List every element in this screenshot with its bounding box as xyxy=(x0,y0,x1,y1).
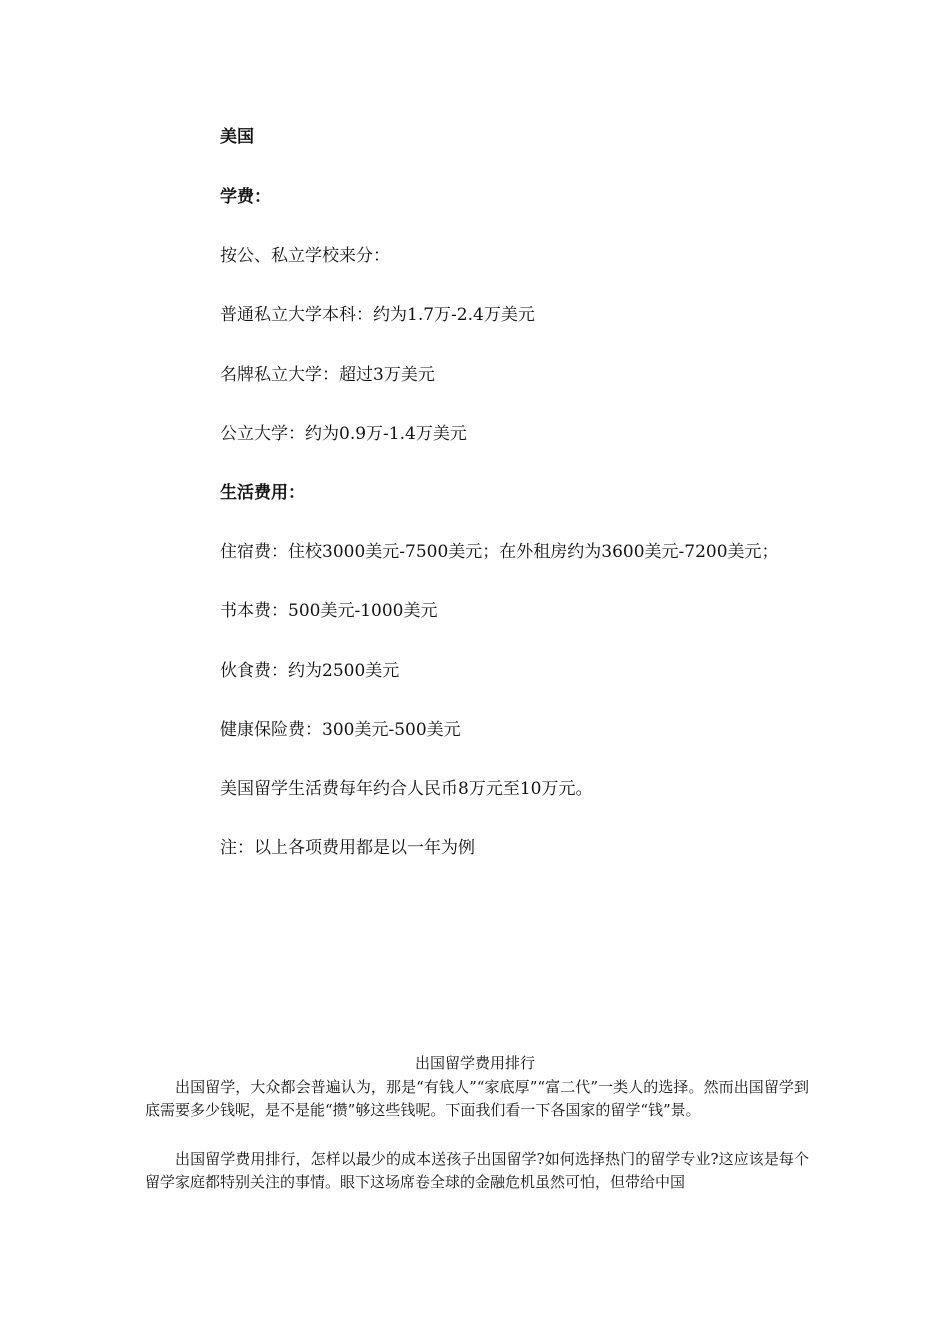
tuition-intro: 按公、私立学校来分： xyxy=(220,246,390,266)
tuition-item: 普通私立大学本科：约为1.7万-2.4万美元 xyxy=(220,305,535,325)
living-heading: 生活费用： xyxy=(220,483,305,503)
note-line: 注：以上各项费用都是以一年为例 xyxy=(220,838,475,858)
country-heading: 美国 xyxy=(220,127,254,147)
living-item: 伙食费：约为2500美元 xyxy=(220,661,400,681)
article-paragraph: 出国留学费用排行，怎样以最少的成本送孩子出国留学?如何选择热门的留学专业?这应该是每个留学家庭都特别关注的事情。眼下这场席卷全球的金融危机虽然可怕，但带给中国 xyxy=(145,1150,809,1191)
article-title: 出国留学费用排行 xyxy=(414,1054,535,1072)
tuition-item: 公立大学：约为0.9万-1.4万美元 xyxy=(220,424,467,444)
living-item: 书本费：500美元-1000美元 xyxy=(220,601,438,621)
living-item: 健康保险费：300美元-500美元 xyxy=(220,720,461,740)
summary-line: 美国留学生活费每年约合人民币8万元至10万元。 xyxy=(220,779,593,799)
tuition-heading: 学费： xyxy=(220,187,271,207)
tuition-item: 名牌私立大学：超过3万美元 xyxy=(220,365,435,385)
article-paragraph: 出国留学，大众都会普遍认为，那是“有钱人”“家底厚”“富二代”一类人的选择。然而出国留学到底需要多少钱呢，是不是能“攒”够这些钱呢。下面我们看一下各国家的留学“钱”景。 xyxy=(145,1078,809,1119)
living-item: 住宿费：住校3000美元-7500美元；在外租房约为3600美元-7200美元； xyxy=(220,542,779,562)
